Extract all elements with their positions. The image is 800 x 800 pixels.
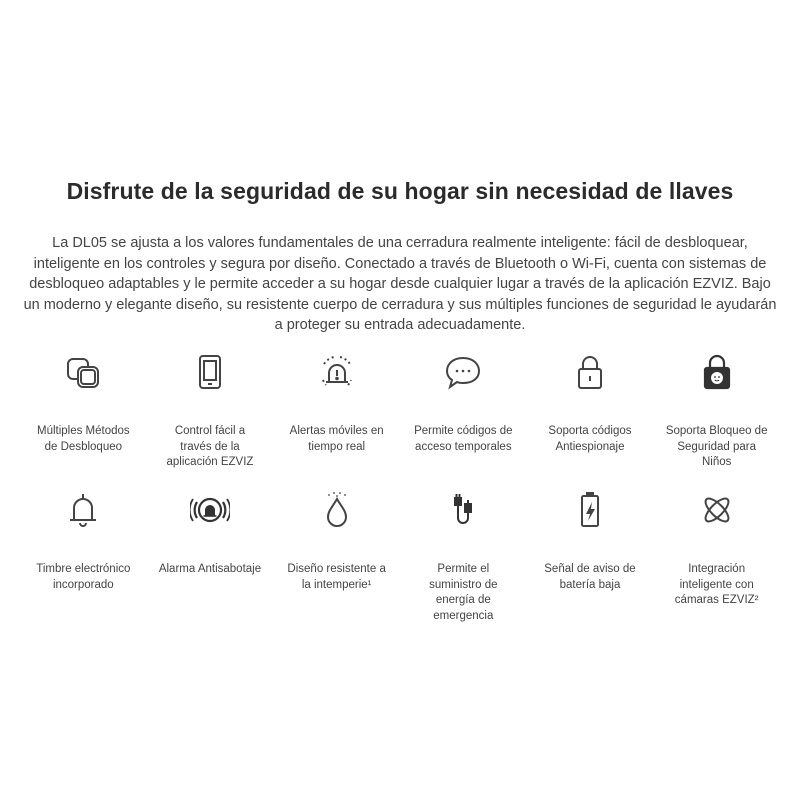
- feature-label: Señal de aviso de batería baja: [544, 563, 636, 591]
- page-title: Disfrute de la seguridad de su hogar sin necesidad de llaves: [66, 178, 734, 204]
- feature-item: [527, 352, 654, 490]
- feature-item: [400, 352, 527, 490]
- feature-item: [273, 352, 400, 490]
- feature-label: Diseño resistente a la intemperie¹: [287, 563, 386, 591]
- feature-label: Alertas móviles en tiempo real: [289, 425, 384, 453]
- feature-label: Alarma Antisabotaje: [158, 563, 262, 575]
- feature-item: [400, 490, 527, 628]
- feature-label: Permite el suministro de energía de emergencia: [429, 563, 498, 622]
- feature-item: [653, 352, 780, 490]
- feature-item: [20, 352, 147, 490]
- feature-item: [527, 490, 654, 628]
- feature-item: [147, 352, 274, 490]
- feature-label: Control fácil a través de la aplicación EZVIZ: [166, 425, 254, 468]
- feature-label: Soporta códigos Antiespionaje: [548, 425, 632, 453]
- bell-icon: [63, 490, 103, 530]
- phone-app-icon: [190, 352, 230, 392]
- water-drop-icon: [317, 490, 357, 530]
- feature-label: Múltiples Métodos de Desbloqueo: [36, 425, 130, 453]
- intro-paragraph: La DL05 se ajusta a los valores fundamentales de una cerradura realmente inteligente: fácil de desbloquear, inteligente en los controles y segura por diseño. Conectado a través de Bluetooth o Wi-Fi, cuenta con sistemas de desbloqueo adaptables y le permite acceder a su hogar desde cualquier lugar a través de la aplicación EZVIZ. Bajo un moderno y elegante diseño, su resistente cuerpo de cerradura y sus múltiples funciones de seguridad le ayudarán a proteger su entrada adecuadamente.: [23, 235, 777, 333]
- atom-camera-icon: [697, 490, 737, 530]
- feature-label: Permite códigos de acceso temporales: [414, 425, 513, 453]
- chat-code-icon: [443, 352, 483, 392]
- padlock-icon: [570, 352, 610, 392]
- multi-unlock-icon: [63, 352, 103, 392]
- feature-item: [147, 490, 274, 628]
- feature-label: Soporta Bloqueo de Seguridad para Niños: [665, 425, 768, 468]
- feature-item: [273, 490, 400, 628]
- feature-label: Timbre electrónico incorporado: [36, 563, 131, 591]
- feature-item: [20, 490, 147, 628]
- feature-item: [653, 490, 780, 628]
- child-lock-icon: [697, 352, 737, 392]
- usb-cable-icon: [443, 490, 483, 530]
- low-battery-icon: [570, 490, 610, 530]
- feature-grid: [20, 352, 780, 628]
- feature-label: Integración inteligente con cámaras EZVIZ²: [674, 563, 759, 606]
- alarm-bell-icon: [190, 490, 230, 530]
- alarm-light-icon: [317, 352, 357, 392]
